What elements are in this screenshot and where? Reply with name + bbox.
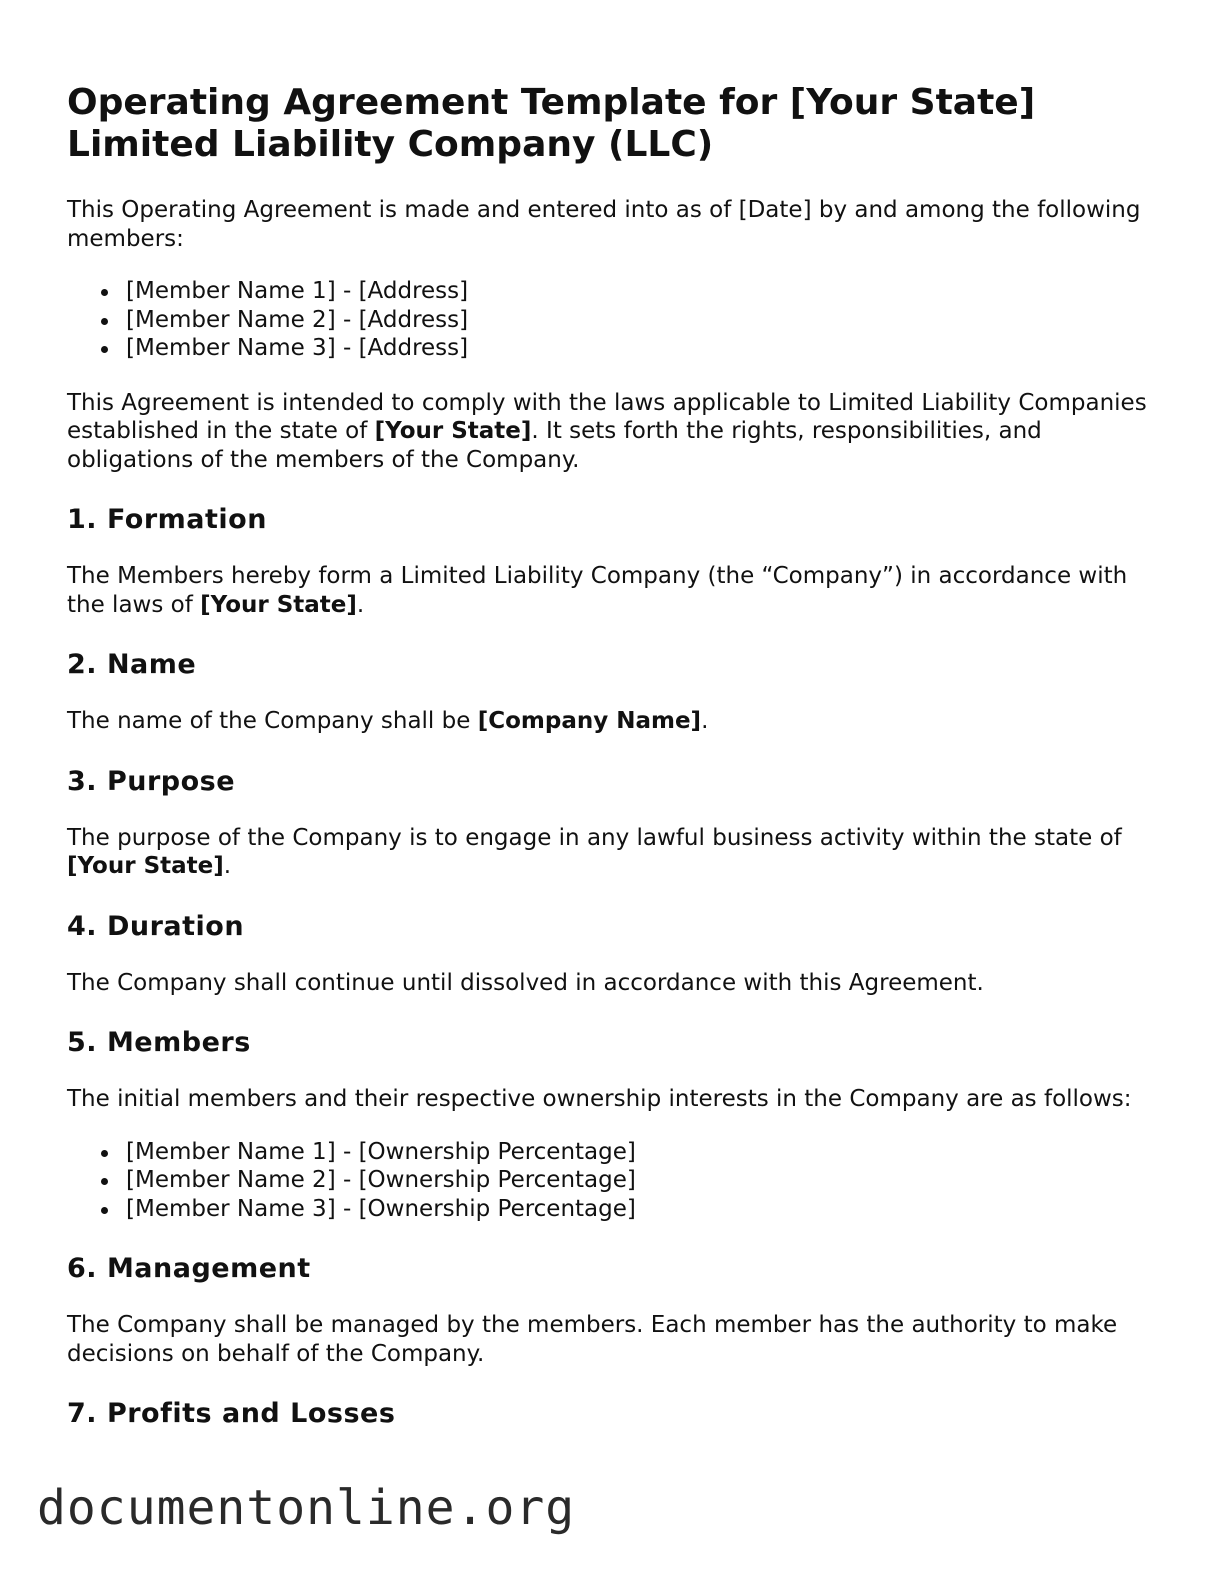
intro-paragraph: This Operating Agreement is made and entered into as of [Date] by and among the following members: [67, 197, 1141, 252]
list-item: [Member Name 1] - [Ownership Percentage] [126, 1138, 1167, 1167]
title-line-2: Limited Liability Company (LLC) [67, 124, 714, 165]
section-heading-profits: 7. Profits and Losses [67, 1398, 396, 1429]
list-item: [Member Name 2] - [Ownership Percentage] [126, 1166, 1167, 1195]
list-item: [Member Name 1] - [Address] [126, 277, 1167, 306]
formation-text: The Members hereby form a Limited Liability Company (the “Company”) in accordance with the laws of [67, 563, 1128, 618]
state-placeholder: [Your State] [200, 591, 357, 618]
duration-paragraph: The Company shall continue until dissolved in accordance with this Agreement. [67, 969, 984, 996]
watermark: documentonline.org [37, 1480, 576, 1536]
list-item: [Member Name 2] - [Address] [126, 306, 1167, 335]
name-text-end: . [701, 708, 709, 734]
compliance-text-end: . It sets forth the rights, responsibilities, and obligations of the members of the Company. [67, 418, 1042, 473]
state-placeholder: [Your State] [374, 418, 532, 444]
section-heading-duration: 4. Duration [67, 910, 245, 942]
name-text: The name of the Company shall be [67, 708, 478, 734]
section-heading-formation: 1. Formation [67, 504, 267, 535]
list-item: [Member Name 3] - [Ownership Percentage] [126, 1195, 1167, 1224]
section-heading-management: 6. Management [67, 1253, 311, 1284]
formation-text-end: . [356, 591, 365, 618]
company-name-placeholder: [Company Name] [477, 708, 702, 734]
state-placeholder: [Your State] [67, 853, 224, 879]
intro-members-list [67, 277, 1167, 363]
section-heading-name: 2. Name [67, 649, 197, 680]
members-paragraph: The initial members and their respective ownership interests in the Company are as follows: [67, 1086, 1132, 1112]
formation-paragraph [67, 562, 1167, 619]
purpose-text: The purpose of the Company is to engage in any lawful business activity within the state of [67, 824, 1122, 851]
purpose-paragraph [67, 824, 1167, 881]
purpose-text-end: . [223, 853, 232, 879]
list-item: [Member Name 3] - [Address] [126, 334, 1167, 363]
section-heading-members: 5. Members [67, 1027, 251, 1058]
compliance-text: This Agreement is intended to comply with the laws applicable to Limited Liability Companies established in the state of [67, 389, 1147, 444]
management-paragraph: The Company shall be managed by the members. Each member has the authority to make decisions on behalf of the Company. [67, 1312, 1118, 1367]
title-line-1: Operating Agreement Template for [Your State] [67, 82, 1036, 123]
name-paragraph [67, 707, 1167, 736]
ownership-list [67, 1138, 1167, 1224]
compliance-paragraph [67, 389, 1167, 475]
document-page [67, 82, 1167, 1456]
section-heading-purpose: 3. Purpose [67, 765, 236, 797]
document-title [67, 82, 1167, 166]
